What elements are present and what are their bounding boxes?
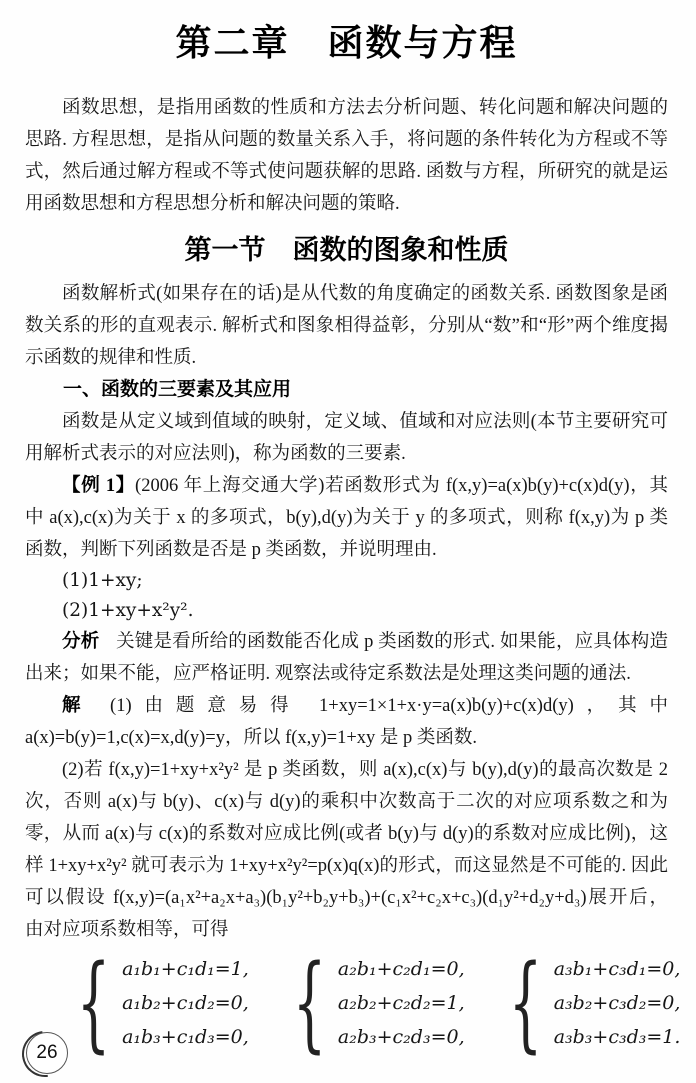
solution-paragraph-2: (2)若 f(x,y)=1+xy+x²y² 是 p 类函数，则 a(x),c(x)与 b(y),d(y)的最高次数是 2 次，否则 a(x)与 b(y)、c(x)与 d(y)的乘积中次数高于二次的对应项系数之和为零，从而 a(x)与 c(x)的系数对应成比例(或者 b(y)与 d(y)的系数对应成比例)，这样 1+xy+x²y² 就可表示为 1+xy+x²y²=p(x)q(x)的形式，而这显然是不可能的. 因此可以假设 f(x,y)=(a₁x²+a₂x+a₃)(b₁y²+b₂y+b₃)+(c₁x²+c₂x+c₃)(d₁y²+d₂y+d₃)展开后，由对应项系数相等，可得 [25,760,668,940]
example-1-statement [25,470,668,566]
chapter-intro-paragraph: 函数思想，是指用函数的性质和方法去分析问题、转化问题和解决问题的思路. 方程思想，是指从问题的数量关系入手，将问题的条件转化为方程或不等式，然后通过解方程或不等式使问题获解的思路. 函数与方程，所研究的就是运用函数思想和方程思想分析和解决问题的策略. [25,98,668,214]
analysis-label: 分析 [62,632,100,652]
equation-column-1 [122,952,249,1054]
chapter-title: 第二章 函数与方程 [175,23,518,63]
equation-line: a₃b₃+c₃d₃=1. [553,1026,681,1048]
left-brace-icon: { [76,942,111,1064]
left-brace-icon: { [292,942,327,1064]
equation-line: a₃b₁+c₃d₁=0, [553,958,681,980]
solution-part-1-text: (1)由题意易得 1+xy=1×1+x·y=a(x)b(y)+c(x)d(y)，其中 a(x)=b(y)=1,c(x)=x,d(y)=y，所以 f(x,y)=1+xy 是 p 类函数. [25,696,668,748]
equation-line: a₂b₃+c₂d₃=0, [337,1026,465,1048]
equation-line: a₁b₂+c₁d₂=0, [122,992,249,1014]
equation-systems [63,942,681,1064]
equation-system-1 [63,942,249,1064]
equation-column-2 [338,952,465,1054]
subsection-heading: 一、函数的三要素及其应用 [63,379,292,400]
equation-line: a₁b₃+c₁d₃=0, [122,1026,249,1048]
equation-line: a₂b₁+c₂d₁=0, [337,958,465,980]
example-1-text: (2006 年上海交通大学)若函数形式为 f(x,y)=a(x)b(y)+c(x)d(y)，其中 a(x),c(x)为关于 x 的多项式，b(y),d(y)为关于 y 的多项式，则称 f(x,y)为 p 类函数，判断下列函数是否是 p 类函数，并说明理由. [25,476,668,560]
solution-paragraph-1 [25,690,668,754]
section-title: 第一节 函数的图象和性质 [184,235,509,265]
equation-line: a₂b₂+c₂d₂=1, [337,992,465,1014]
page-number-badge [24,1032,68,1076]
solution-label: 解 [62,696,94,716]
analysis-paragraph [25,626,668,690]
equation-system-2 [279,942,465,1064]
left-brace-icon: { [508,942,542,1064]
three-elements-paragraph: 函数是从定义域到值域的映射，定义域、值域和对应法则(本节主要研究可用解析式表示的对应法则)，称为函数的三要素. [25,412,668,464]
equation-system-3 [495,942,681,1064]
example-1-label: 【例 1】 [62,476,136,496]
example-item-1: (1)1+xy; [62,570,143,591]
equation-line: a₁b₁+c₁d₁=1, [122,958,249,980]
page-number: 26 [36,1042,58,1063]
section-intro-paragraph: 函数解析式(如果存在的话)是从代数的角度确定的函数关系. 函数图象是函数关系的形的直观表示. 解析式和图象相得益彰，分别从“数”和“形”两个维度揭示函数的规律和性质. [25,284,668,368]
example-item-2: (2)1+xy+x²y². [62,600,194,621]
badge-circle [26,1032,68,1074]
equation-column-3 [554,952,681,1054]
equation-line: a₃b₂+c₃d₂=0, [553,992,681,1014]
analysis-text: 关键是看所给的函数能否化成 p 类函数的形式. 如果能，应具体构造出来；如果不能，应严格证明. 观察法或待定系数法是处理这类问题的通法. [25,632,668,684]
